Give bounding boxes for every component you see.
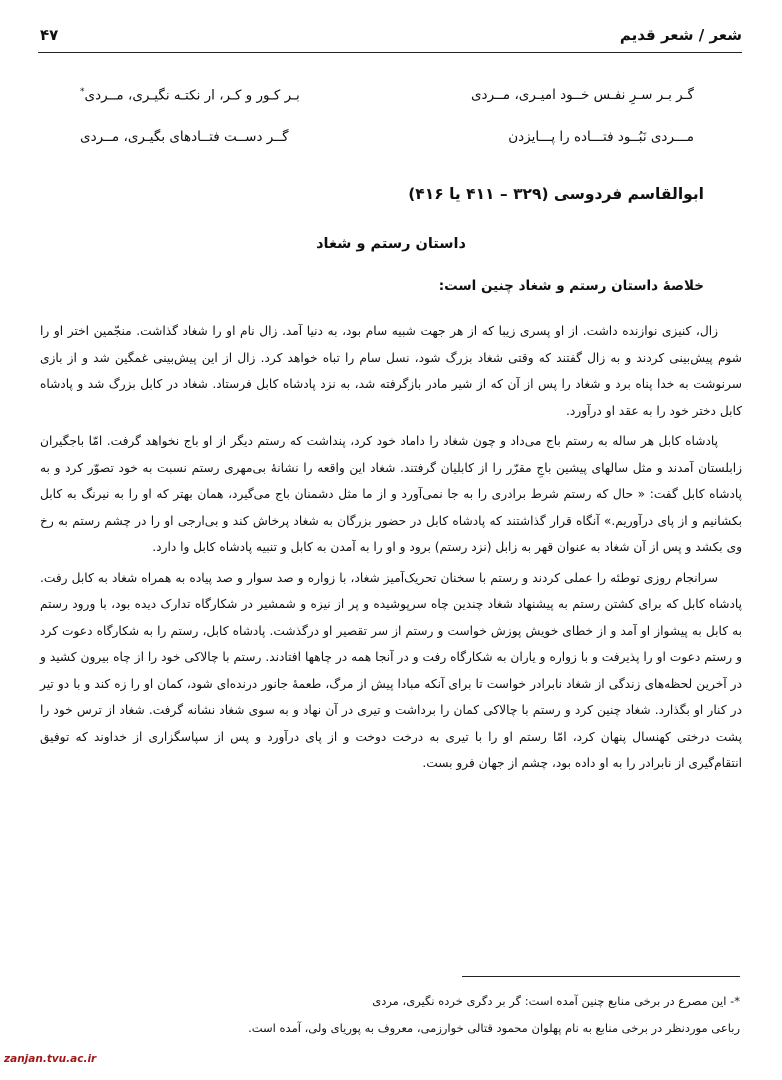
footnote-mark: * [80, 86, 85, 97]
quatrain [80, 74, 694, 158]
body-text [40, 318, 742, 781]
footnote-divider [462, 976, 740, 977]
footnotes [40, 988, 740, 1042]
footnote: *- این مصرع در برخی منابع چنین آمده است: گر بر دگری خرده نگیری، مردی [372, 994, 740, 1008]
running-title: شعر / شعر قدیم [619, 26, 742, 44]
site-watermark: zanjan.tvu.ac.ir [0, 1050, 104, 1068]
story-title: داستان رستم و شغاد [316, 236, 466, 252]
hemistich-left: گــر دســت فتــادهای بگیـری، مــردی [80, 129, 289, 145]
paragraph: زال، کنیزی نوازنده داشت. از او پسری زیبا که از هر جهت شبیه سام بود، به دنیا آمد. زال نام او را شغاد گذاشت. منجّمین اختر او را شوم پیش‌بینی کردند و به زال گفتند که وقتی شغاد بزرگ شود، نسل سام را تباه خواهد کرد. زال از این پیش‌بینی غمگین شد و از بازی سرنوشت به خدا پناه برد و شغاد را پس از آن که از شیر مادر بازگرفته شد، به نزد پادشاه کابل فرستاد. شغاد در کابل بزرگ شد و پادشاه کابل دختر خود را به عقد او درآورد. [40, 324, 742, 418]
hemistich-text: بـر کـور و کـر، ار نکتـه نگیـری، مــردی [84, 87, 300, 104]
footnote: رباعی موردنظر در برخی منابع به نام پهلوان محمود قتالی خوارزمی، معروف به پوریای ولی، آمده است. [248, 1021, 740, 1035]
section-title: ابوالقاسم فردوسی (۳۲۹ – ۴۱۱ یا ۴۱۶) [408, 185, 704, 203]
page-number: ۴۷ [40, 26, 59, 44]
poem-line [80, 74, 694, 116]
paragraph: سرانجام روزی توطئه را عملی کردند و رستم با سخنان تحریک‌آمیز شغاد، با زواره و صد سوار و صد پیاده به همراه شغاد به کابل رفت. پادشاه کابل که برای کشتن رستم به پیشنهاد شغاد چندین چاه سرپوشیده و پر از نیزه و شمشیر در شکارگاه تدارک دیده بود، با ورود رستم به کابل به پیشواز او آمد و از خطای خویش پوزش خواست و رستم از سر تقصیر او درگذشت. پادشاه کابل، رستم را به شکارگاه دعوت کرد و رستم دعوت او را پذیرفت و با زواره و یاران به شکارگاه رفت و در آنجا همه در چاهها افتادند. رستم با چالاکی خود را از چاه بیرون کشید و در آخرین لحظه‌های زندگی از شغاد نابرادر خواست تا برای آنکه مبادا پیش از مرگ، طعمهٔ جانور درنده‌ای شود، کمان او را زه کند و با دو تیر در کنار او بگذارد. شغاد چنین کرد و رستم با چالاکی کمان را برداشت و تیری در آن نهاد و به سوی شغاد نشانه گرفت. شغاد از ترس خود را پشت درختی کهنسال پنهان کرد، امّا رستم او را با تیری به درخت دوخت و از پای درآورد و پس از سپاسگزاری از خداوند که توفیق انتقام‌گیری از نابرادر را به او داده بود، چشم از جهان فرو بست. [40, 570, 742, 770]
summary-heading: خلاصهٔ داستان رستم و شغاد چنین است: [438, 278, 704, 294]
hemistich-left [80, 87, 300, 104]
hemistich-right: گـر بـر سـرِ نفـس خــود امیـری، مــردی [470, 87, 694, 103]
page-header [40, 22, 742, 48]
hemistich-right: مـــردی نَبُــود فتـــاده را پـــایزدن [508, 129, 694, 145]
poem-line [80, 116, 694, 158]
header-divider [38, 52, 742, 53]
paragraph: پادشاه کابل هر ساله به رستم باج می‌داد و چون شغاد را داماد خود کرد، پنداشت که رستم دیگر از او باج نخواهد گرفت. امّا باجگیران زابلستان آمدند و مثل سالهای پیشین باجِ مقرّر را از کابلیان گرفتند. شغاد این واقعه را نشانهٔ بی‌مهری رستم نسبت به خود تصوّر کرد و به پادشاه کابل گفت: « حال که رستم شرط برادری را به جا نمی‌آورد و از ما مثل دشمنان باج می‌گیرد، همان بهتر که او را به نیرنگ به کابل بکشانیم و از پای درآوریم.» آنگاه قرار گذاشتند که پادشاه کابل در حضور بزرگان به شغاد پرخاش کند و بی‌ارجی او را در چشم رستم به رخ وی بکشد و پس از آن شغاد به عنوان قهر به زابل (نزد رستم) برود و او را به آمدن به کابل و تنبیه پادشاه کابل وا دارد. [40, 434, 742, 554]
